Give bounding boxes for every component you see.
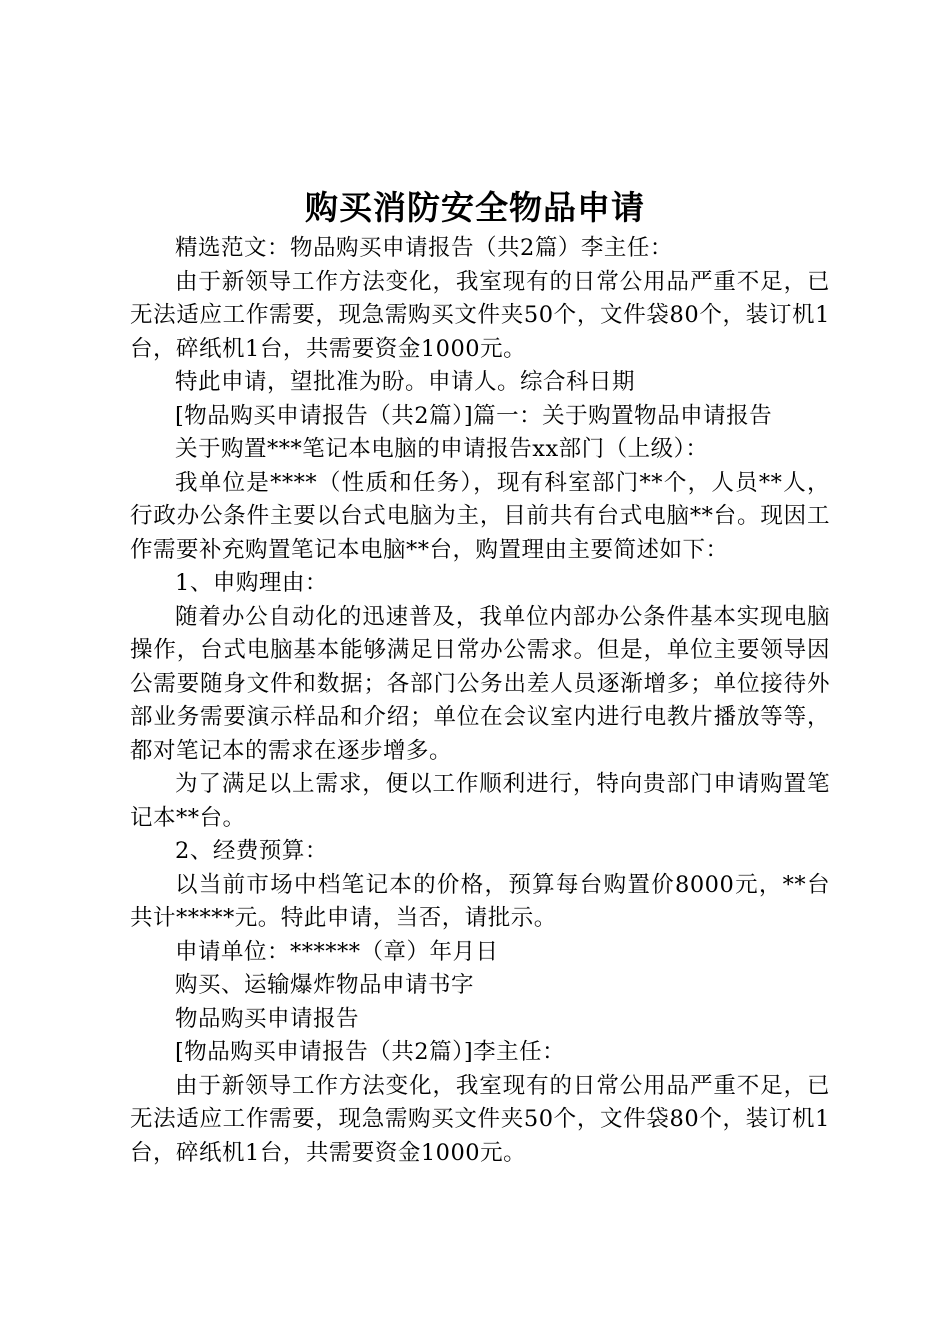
- paragraph: 购买、运输爆炸物品申请书字: [175, 972, 475, 998]
- paragraph: 1、申购理由：: [175, 570, 328, 596]
- paragraph: 关于购置***笔记本电脑的申请报告xx部门（上级）：: [175, 436, 709, 462]
- paragraph: 特此申请，望批准为盼。申请人。综合科日期: [175, 369, 636, 395]
- document-title: 购买消防安全物品申请: [305, 188, 645, 227]
- paragraph: 2、经费预算：: [175, 838, 328, 864]
- paragraph: 以当前市场中档笔记本的价格，预算每台购置价8000元，**台共计*****元。特此申请，当否，请批示。: [130, 871, 830, 931]
- paragraph: [物品购买申请报告（共2篇）]篇一：关于购置物品申请报告: [175, 402, 773, 429]
- paragraph: 物品购买申请报告: [175, 1005, 360, 1032]
- document-body: [130, 232, 830, 1170]
- paragraph: [物品购买申请报告（共2篇）]李主任：: [175, 1039, 566, 1065]
- paragraph: 由于新领导工作方法变化，我室现有的日常公用品严重不足，已无法适应工作需要，现急需购买文件夹50个，文件袋80个，装订机1台，碎纸机1台，共需要资金1000元。: [130, 268, 830, 362]
- paragraph: 精选范文：物品购买申请报告（共2篇）李主任：: [175, 235, 673, 261]
- paragraph: 申请单位：******（章）年月日: [175, 938, 499, 965]
- paragraph: 为了满足以上需求，便以工作顺利进行，特向贵部门申请购置笔记本**台。: [130, 771, 830, 831]
- paragraph: 随着办公自动化的迅速普及，我单位内部办公条件基本实现电脑操作，台式电脑基本能够满足日常办公需求。但是，单位主要领导因公需要随身文件和数据；各部门公务出差人员逐渐增多；单位接待外部业务需要演示样品和介绍；单位在会议室内进行电教片播放等等，都对笔记本的需求在逐步增多。: [130, 603, 830, 764]
- paragraph: 我单位是****（性质和任务），现有科室部门**个，人员**人，行政办公条件主要以台式电脑为主，目前共有台式电脑**台。现因工作需要补充购置笔记本电脑**台，购置理由主要简述如下：: [130, 469, 830, 563]
- paragraph: 由于新领导工作方法变化，我室现有的日常公用品严重不足，已无法适应工作需要，现急需购买文件夹50个，文件袋80个，装订机1台，碎纸机1台，共需要资金1000元。: [130, 1072, 830, 1166]
